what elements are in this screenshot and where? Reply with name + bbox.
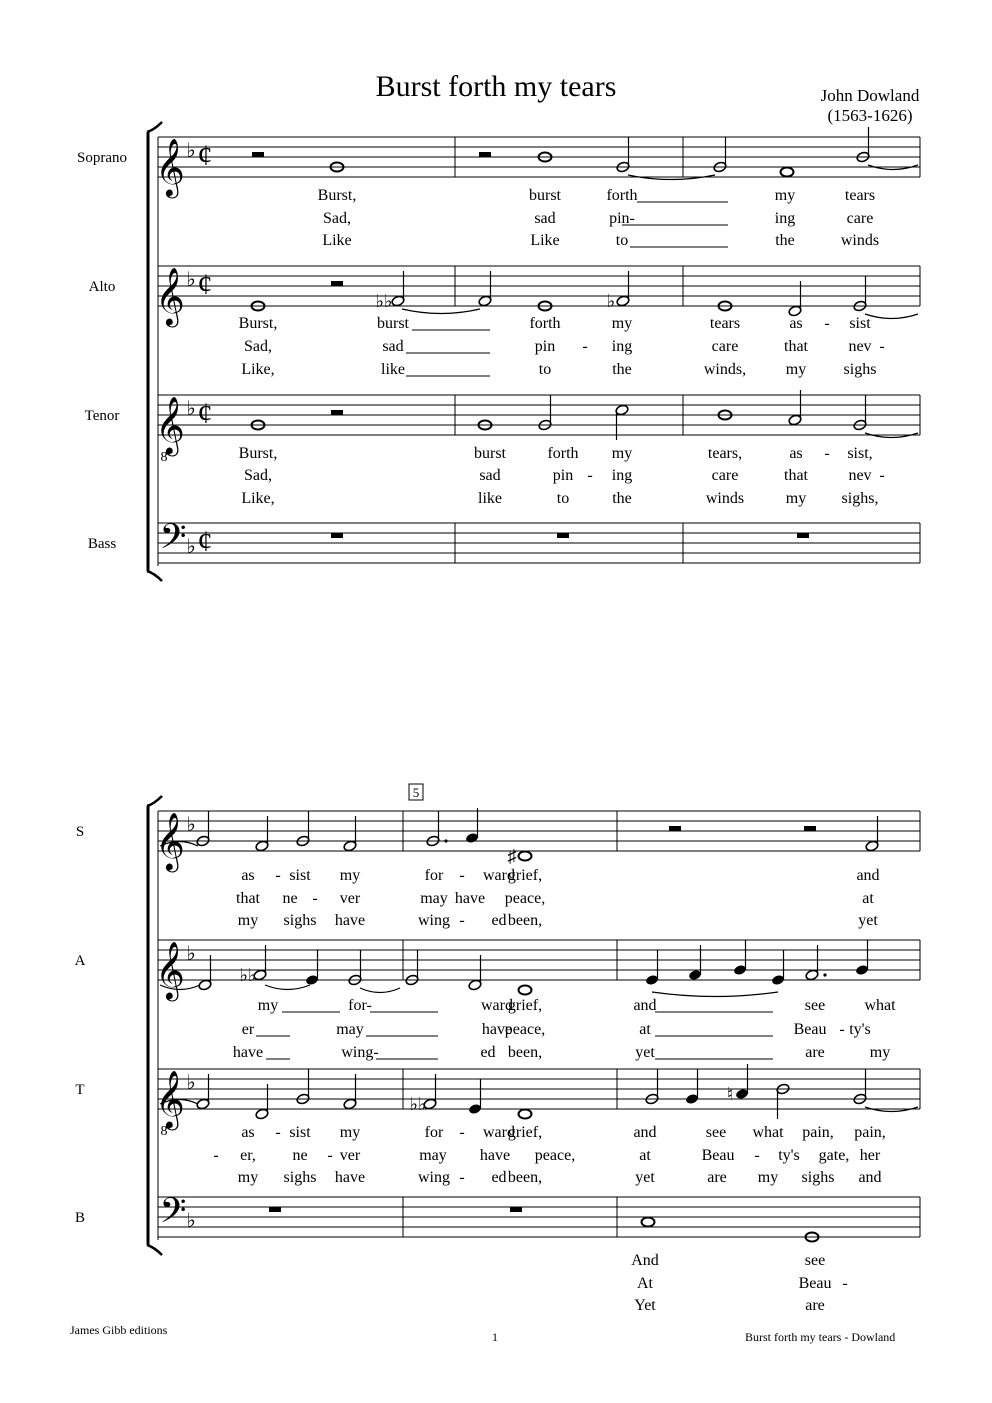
lyric-syllable: been, [507,1169,543,1186]
cut-time-icon: ¢ [197,268,213,301]
lyric-syllable: Yet [634,1297,656,1314]
composer-dates: (1563-1626) [827,106,913,125]
lyric-syllable: - [275,867,281,884]
lyric-syllable: as [241,1124,255,1141]
lyric-syllable: sad [382,338,404,355]
lyric-syllable: ne [292,1147,308,1164]
lyric-syllable: Like, [241,361,275,378]
lyric-syllable: - [842,1275,848,1292]
lyric-syllable: tears [709,315,741,332]
lyric-syllable: sist, [847,445,873,462]
lyric-syllable: ward [481,997,513,1014]
lyric-syllable: that [784,467,808,484]
lyric-syllable: my [774,187,796,204]
lyric-syllable: yet [858,912,878,929]
lyric-syllable: sist [289,867,311,884]
lyric-syllable: ne [282,890,298,907]
lyric-syllable: her [859,1147,881,1164]
lyric-syllable: sist [849,315,871,332]
bracket-top-hook [147,796,162,806]
lyric-syllable: ing [611,338,633,355]
lyric-syllable: at [639,1021,651,1038]
whole-note [642,1218,655,1227]
lyric-syllable: may [336,1021,364,1038]
lyric-syllable: Beau [701,1147,735,1164]
lyric-syllable: ed [491,1169,507,1186]
flat-key-signature: ♭ [186,536,196,558]
dot [444,839,447,842]
lyric-syllable: sad [479,467,501,484]
lyric-syllable: ver [339,890,361,907]
tie [360,988,400,993]
lyric-syllable: Like, [241,490,275,507]
lyric-syllable: grief, [507,997,543,1014]
lyric-syllable: are [805,1297,825,1314]
lyric-syllable: nev [848,467,872,484]
lyric-syllable: have [481,1021,513,1038]
lyric-syllable: to [615,232,629,249]
lyric-syllable: the [612,361,632,378]
lyric-syllable: winds [840,232,880,249]
accidental: ♭ [606,291,616,311]
lyric-syllable: Sad, [244,338,272,355]
lyric-syllable: peace, [504,890,546,907]
bracket-top-hook [147,122,162,132]
lyric-syllable: grief, [507,867,543,884]
lyric-syllable: care [846,210,874,227]
lyric-syllable: - [879,338,885,355]
half-rest [479,152,491,157]
whole-rest [331,533,343,538]
lyric-syllable: pin [552,467,574,484]
treble-clef-icon: 𝄞 [155,1071,185,1127]
lyric-syllable: wing [418,912,450,929]
lyric-syllable: that [236,890,260,907]
lyric-syllable: my [611,315,633,332]
lyric-syllable: er, [240,1147,256,1164]
lyric-syllable: may [420,890,448,907]
lyric-syllable: peace, [504,1021,546,1038]
lyric-syllable: burst [529,187,561,204]
lyric-syllable: - [587,467,593,484]
lyric-syllable: ty's [778,1147,800,1164]
lyric-syllable: for [424,1124,444,1141]
lyric-syllable: as [241,867,255,884]
bracket-bottom-hook [147,571,162,581]
flat-key-signature: ♭ [186,1072,196,1094]
part-label: S [75,824,85,840]
lyric-syllable: nev [848,338,872,355]
measure-number: 5 [412,785,420,800]
lyric-syllable: - [459,1124,465,1141]
lyric-syllable: Like [322,232,352,249]
treble-clef-icon: 𝄞 [155,942,185,998]
whole-note [781,168,794,177]
lyric-syllable: at [862,890,874,907]
lyric-syllable: forth [547,445,579,462]
lyric-syllable: wing [418,1169,450,1186]
lyric-syllable: - [459,912,465,929]
lyric-syllable: and [858,1169,882,1186]
footer-publisher: James Gibb editions [70,1323,168,1337]
lyric-syllable: my [611,445,633,462]
lyric-syllable: my [339,1124,361,1141]
accidental: ♮ [726,1084,734,1104]
tie [402,309,480,314]
lyric-syllable: winds [705,490,745,507]
part-label: T [75,1082,85,1098]
lyric-syllable: my [257,997,279,1014]
lyric-syllable: - [879,467,885,484]
bass-clef-icon: 𝄢 [159,1193,187,1239]
lyric-syllable: sighs [801,1169,835,1186]
flat-key-signature: ♭ [186,269,196,291]
flat-key-signature: ♭ [186,140,196,162]
lyric-syllable: have [454,890,486,907]
treble-clef-icon: 𝄞 [155,397,185,453]
lyric-syllable: sist [289,1124,311,1141]
whole-rest [797,533,809,538]
part-label: Bass [87,536,117,552]
dot [823,973,826,976]
footer-running-title: Burst forth my tears - Dowland [745,1330,896,1344]
lyric-syllable: my [785,361,807,378]
lyric-syllable: Burst, [238,445,278,462]
tie [652,992,778,997]
lyric-syllable: - [275,1124,281,1141]
lyric-syllable: pin [534,338,556,355]
lyric-syllable: pin- [609,210,635,227]
lyric-syllable: yet [635,1044,655,1061]
lyric-syllable: the [775,232,795,249]
lyric-syllable: Beau [798,1275,832,1292]
part-label: B [74,1210,86,1226]
lyric-syllable: are [707,1169,727,1186]
lyric-syllable: my [237,912,259,929]
lyric-syllable: - [459,867,465,884]
lyric-syllable: at [639,1147,651,1164]
flat-key-signature: ♭ [186,398,196,420]
part-label: Tenor [84,408,120,424]
half-rest [331,281,343,286]
lyric-syllable: tears, [707,445,743,462]
cut-time-icon: ¢ [197,525,213,558]
treble-clef-icon: 𝄞 [155,139,185,195]
lyric-syllable: and [633,1124,657,1141]
lyric-syllable: ed [491,912,507,929]
lyric-syllable: forth [529,315,561,332]
whole-note [519,1110,532,1119]
whole-note [519,852,532,861]
bass-clef-icon: 𝄢 [159,519,187,565]
lyric-syllable: ward [483,867,515,884]
lyric-syllable: my [237,1169,259,1186]
bracket-bottom-hook [147,1245,162,1255]
flat-key-signature: ♭ [186,814,196,836]
treble-clef-icon: 𝄞 [155,813,185,869]
part-label: A [74,953,86,969]
flat-key-signature: ♭ [186,943,196,965]
lyric-syllable: grief, [507,1124,543,1141]
lyric-syllable: burst [377,315,409,332]
footer-page-number: 1 [492,1330,498,1344]
lyric-syllable: pain, [854,1124,886,1141]
half-rest [331,410,343,415]
lyric-syllable: have [334,1169,366,1186]
lyric-syllable: have [232,1044,264,1061]
lyric-syllable: see [804,1252,826,1269]
whole-note [519,986,532,995]
half-rest [669,826,681,831]
lyric-syllable: care [711,467,739,484]
whole-rest [557,533,569,538]
lyric-syllable: gate, [818,1147,850,1164]
lyric-syllable: may [419,1147,447,1164]
lyric-syllable: been, [507,1044,543,1061]
lyric-syllable: see [705,1124,727,1141]
part-label: Alto [88,279,116,295]
lyric-syllable: - [459,1169,465,1186]
lyric-syllable: for [424,867,444,884]
lyric-syllable: sighs [283,1169,317,1186]
composer-name: John Dowland [820,86,920,105]
lyric-syllable: - [824,445,830,462]
lyric-syllable: Beau [793,1021,827,1038]
lyric-syllable: been, [507,912,543,929]
lyric-syllable: sighs [843,361,877,378]
accidental: ♭♭ [409,1094,427,1114]
lyric-syllable: - [327,1147,333,1164]
lyric-syllable: my [757,1169,779,1186]
lyric-syllable: that [784,338,808,355]
lyric-syllable: ty's [849,1021,871,1038]
half-rest [252,152,264,157]
lyric-syllable: peace, [534,1147,576,1164]
tie [265,985,310,990]
lyric-syllable: sighs [283,912,317,929]
lyric-syllable: tears [844,187,876,204]
lyric-syllable: ver [339,1147,361,1164]
lyric-syllable: sad [534,210,556,227]
lyric-syllable: my [869,1044,891,1061]
lyric-syllable: what [864,997,896,1014]
lyric-syllable: ing [611,467,633,484]
lyric-syllable: forth [606,187,638,204]
lyric-syllable: ward [483,1124,515,1141]
lyric-syllable: for- [348,997,372,1014]
flat-key-signature: ♭ [186,1210,196,1232]
lyric-syllable: my [339,867,361,884]
lyric-syllable: like [381,361,405,378]
lyric-syllable: Sad, [323,210,351,227]
lyric-syllable: - [213,1147,219,1164]
lyric-syllable: to [556,490,570,507]
lyric-syllable: sighs, [841,490,879,507]
lyric-syllable: ed [480,1044,496,1061]
lyric-syllable: And [631,1252,659,1269]
whole-rest [510,1207,522,1212]
lyric-syllable: winds, [703,361,747,378]
accidental: ♯ [507,846,517,866]
lyric-syllable: yet [635,1169,655,1186]
lyric-syllable: - [754,1147,760,1164]
lyric-syllable: - [582,338,588,355]
lyric-syllable: see [804,997,826,1014]
lyric-syllable: burst [474,445,506,462]
lyric-syllable: - [824,315,830,332]
lyric-syllable: are [805,1044,825,1061]
lyric-syllable: - [839,1021,845,1038]
lyric-syllable: ing [774,210,796,227]
lyric-syllable: have [479,1147,511,1164]
tie [865,314,918,319]
piece-title: Burst forth my tears [375,70,617,103]
whole-rest [269,1207,281,1212]
lyric-syllable: wing- [341,1044,379,1061]
treble-clef-icon: 𝄞 [155,268,185,324]
lyric-syllable: er [241,1021,255,1038]
octave-mark: 8 [160,1124,168,1139]
lyric-syllable: what [752,1124,784,1141]
lyric-syllable: Like [530,232,560,249]
lyric-syllable: Burst, [238,315,278,332]
accidental: ♭♭ [375,291,393,311]
lyric-syllable: Sad, [244,467,272,484]
lyric-syllable: - [312,890,318,907]
cut-time-icon: ¢ [197,139,213,172]
lyric-syllable: and [633,997,657,1014]
accidental: ♭♭ [239,965,257,985]
half-rest [804,826,816,831]
lyric-syllable: have [334,912,366,929]
cut-time-icon: ¢ [197,397,213,430]
lyric-syllable: my [785,490,807,507]
lyric-syllable: care [711,338,739,355]
lyric-syllable: the [612,490,632,507]
part-label: Soprano [77,150,127,166]
lyric-syllable: to [538,361,552,378]
lyric-syllable: like [478,490,502,507]
lyric-syllable: as [789,315,803,332]
lyric-syllable: and [856,867,880,884]
lyric-syllable: pain, [802,1124,834,1141]
lyric-syllable: Burst, [317,187,357,204]
octave-mark: 8 [160,450,168,465]
lyric-syllable: as [789,445,803,462]
lyric-syllable: At [637,1275,653,1292]
